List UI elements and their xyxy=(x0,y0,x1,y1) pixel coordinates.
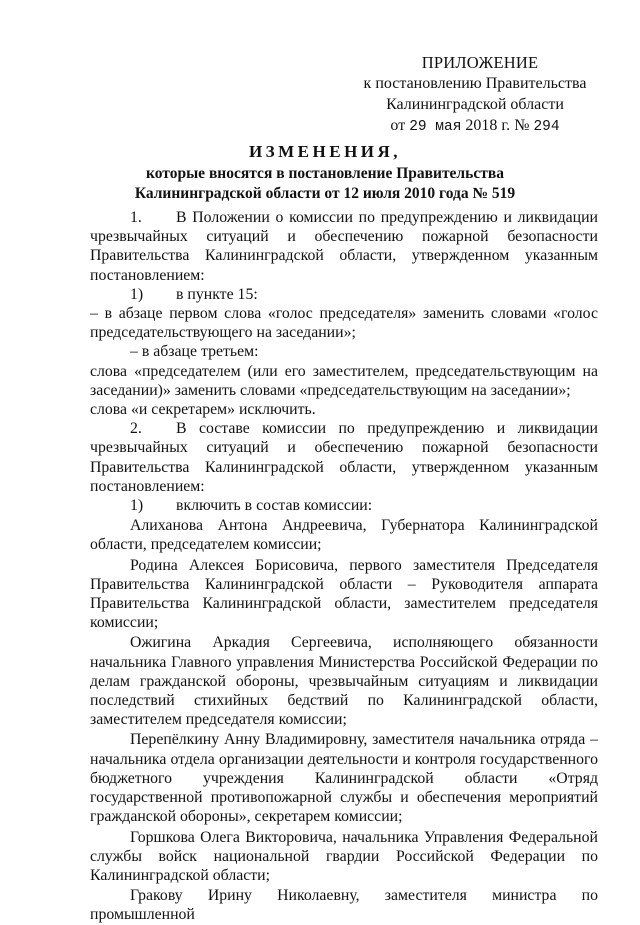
paragraph-text: включить в состав комиссии: xyxy=(176,497,373,515)
item-number: 1. xyxy=(130,209,142,226)
member-alikhanov: Алиханова Антона Андреевича, Губернатора Калининградской области, председателем комиссии; xyxy=(90,517,598,554)
number-value: 294 xyxy=(533,119,560,135)
paragraph-text: В Положении о комиссии по предупреждению и ликвидации чрезвычайных ситуаций и обеспечению пожарной безопасности Правительства Калининградской области, утвержденном указанным постановлением: xyxy=(90,209,598,284)
paragraph-2-1 xyxy=(90,496,598,515)
paragraph-2 xyxy=(90,419,598,496)
paragraph-text: в пункте 15: xyxy=(176,285,258,303)
member-grakova: Гракову Ирину Николаевну, заместителя министра по промышленной xyxy=(90,887,598,924)
item-number: 1) xyxy=(130,285,144,303)
date-year: 2018 г. xyxy=(465,117,511,134)
paragraph-1-1b: – в абзаце третьем: xyxy=(130,343,259,361)
appendix-date-row xyxy=(360,115,590,138)
member-gorshkov: Горшкова Олега Викторовича, начальника Управления Федеральной службы войск национальной гвардии Российской Федерации по Калининградской области; xyxy=(90,828,598,884)
heading-title: ИЗМЕНЕНИЯ, xyxy=(248,142,402,161)
appendix-line-1: к постановлению Правительства xyxy=(363,75,587,92)
paragraph-1-1c: слова «председателем (или его заместителем, председательствующим на заседании)» заменить словами «председательствующим на заседании»; xyxy=(90,362,598,399)
paragraph-text: В составе комиссии по предупреждению и ликвидации чрезвычайных ситуаций и обеспечению пожарной безопасности Правительства Калининградской области, утвержденном указанным постановлением: xyxy=(90,420,598,495)
appendix-block xyxy=(360,52,590,138)
paragraph-1-1a: – в абзаце первом слова «голос председателя» заменить словами «голос председательствующего на заседании»; xyxy=(90,305,598,342)
number-label: № xyxy=(514,117,530,134)
heading-subtitle-1: которые вносятся в постановление Правительства xyxy=(146,165,504,182)
document-heading xyxy=(90,140,560,204)
date-prefix: от xyxy=(390,117,406,134)
document-body xyxy=(90,208,598,925)
member-rodin: Родина Алексея Борисовича, первого заместителя Председателя Правительства Калининградской области – Руководителя аппарата Правительства Калининградской области, заместителем председателя комиссии; xyxy=(90,556,598,632)
paragraph-1 xyxy=(90,208,598,285)
paragraph-1-1d: слова «и секретарем» исключить. xyxy=(90,401,316,419)
item-number: 2. xyxy=(130,420,142,438)
appendix-line-2: Калининградской области xyxy=(386,96,564,113)
heading-subtitle-2: Калининградской области от 12 июля 2010 года № 519 xyxy=(134,185,516,202)
appendix-title: ПРИЛОЖЕНИЕ xyxy=(421,53,539,72)
paragraph-1-1 xyxy=(90,285,598,304)
member-ozhigin: Ожигина Аркадия Сергеевича, исполняющего обязанности начальника Главного управления Министерства Российской Федерации по делам гражданской обороны, чрезвычайным ситуациям и ликвидации последствий стихийных бедствий по Калининградской области, заместителем председателя комиссии; xyxy=(90,634,598,729)
date-value: 29 мая xyxy=(409,119,462,135)
item-number: 1) xyxy=(130,497,144,515)
member-perepelkina: Перепёлкину Анну Владимировну, заместителя начальника отряда – начальника отдела организации деятельности и контроля государственного бюджетного учреждения Калининградской области «Отряд государственной противопожарной службы и обеспечения мероприятий гражданской обороны», секретарем комиссии; xyxy=(90,731,598,826)
